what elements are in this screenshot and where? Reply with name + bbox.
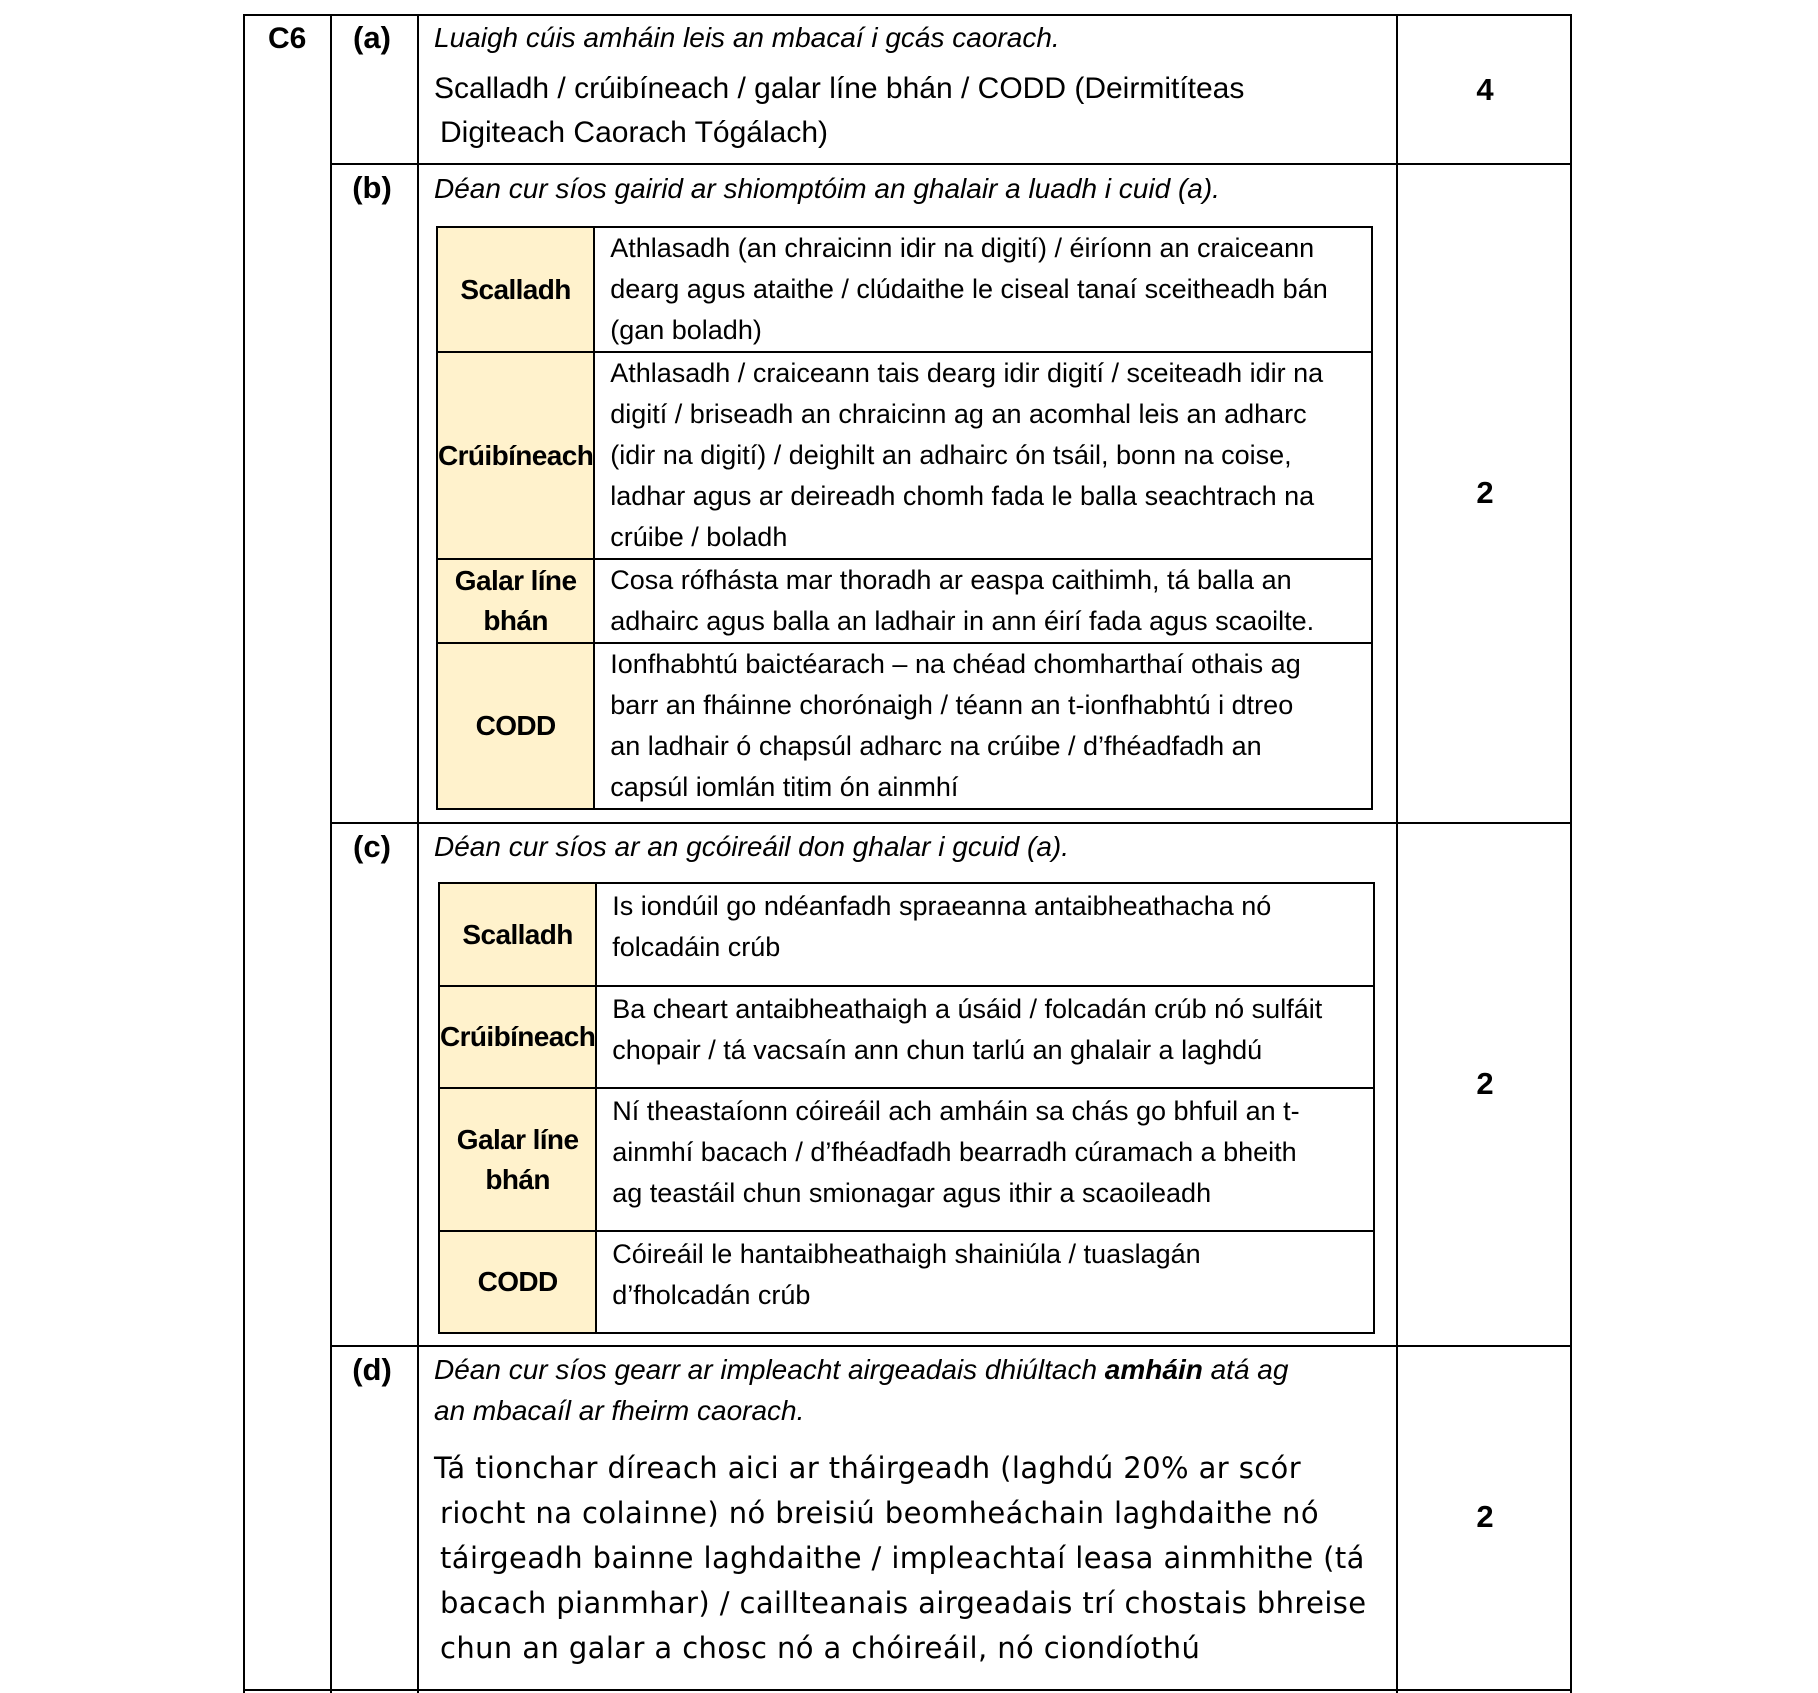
part-label-d: (d) — [352, 1352, 392, 1387]
cell-line: dearg agus ataithe / clúdaithe le ciseal tanaí sceitheadh bán — [610, 274, 1328, 304]
cell-line: an ladhair ó chapsúl adharc na crúibe / d’fhéadfadh an — [610, 731, 1262, 761]
cell-line: adhairc agus balla an ladhair in ann éirí fada agus scaoilte. — [610, 606, 1315, 636]
question-text-d — [434, 1349, 1288, 1431]
disease-label-line: bhán — [483, 605, 548, 636]
cell-line: ag teastáil chun smionagar agus ithir a scaoileadh — [612, 1178, 1212, 1208]
disease-label: Scalladh — [439, 883, 596, 986]
answer-a-line: Scalladh / crúibíneach / galar líne bhán / CODD (Deirmitíteas — [434, 72, 1245, 105]
treatment-table — [438, 882, 1375, 1334]
answer-d-line: chun an galar a chosc nó a chóireáil, nó ciondíothú — [440, 1631, 1201, 1665]
cell-line: Ionfhabhtú baictéarach – na chéad chomharthaí othais ag — [610, 649, 1301, 679]
question-d-text: atá ag — [1202, 1354, 1289, 1385]
table-border-top — [243, 14, 1572, 16]
disease-label-line: Galar líne — [456, 1123, 579, 1155]
cell-line: Cosa rófhásta mar thoradh ar easpa caithimh, tá balla an — [610, 565, 1292, 595]
answer-a-line: Digiteach Caorach Tógálach) — [440, 116, 828, 149]
disease-label: CODD — [439, 1231, 596, 1333]
question-text-a: Luaigh cúis amháin leis an mbacaí i gcás caorach. — [434, 22, 1060, 53]
marks-a: 4 — [1476, 72, 1494, 107]
symptom-cell — [594, 643, 1372, 809]
cell-line: ainmhí bacach / d’fhéadfadh bearradh cúramach a bheith — [612, 1137, 1297, 1167]
cell-line: Athlasadh / craiceann tais dearg idir digití / sceiteadh idir na — [610, 358, 1324, 388]
disease-label: Crúibíneach — [439, 986, 596, 1088]
question-text-b: Déan cur síos gairid ar shiomptóim an ghalair a luadh i cuid (a). — [434, 173, 1220, 204]
question-d-line — [434, 1349, 1288, 1390]
table-border-bottom — [243, 1689, 1572, 1691]
question-text-c: Déan cur síos ar an gcóireáil don ghalar i gcuid (a). — [434, 831, 1070, 862]
row-divider-b-c — [330, 822, 1572, 824]
cell-line: Ní theastaíonn cóireáil ach amháin sa chás go bhfuil an t- — [612, 1096, 1300, 1126]
table-divider-part-col — [417, 14, 419, 1693]
cell-line: (gan boladh) — [610, 315, 762, 345]
answer-d-line: Tá tionchar díreach aici ar tháirgeadh (laghdú 20% ar scór — [434, 1451, 1302, 1485]
part-label-a: (a) — [353, 20, 391, 55]
marks-b: 2 — [1476, 475, 1494, 510]
table-row — [437, 352, 1372, 559]
cell-line: Athlasadh (an chraicinn idir na digití) / éiríonn an craiceann — [610, 233, 1315, 263]
cell-line: barr an fháinne chorónaigh / téann an t-ionfhabhtú i dtreo — [610, 690, 1294, 720]
cell-line: folcadáin crúb — [612, 932, 781, 962]
answer-d-line: táirgeadh bainne laghdaithe / impleachtaí leasa ainmhithe (tá — [440, 1541, 1365, 1575]
question-d-emphasis: amháin — [1104, 1354, 1203, 1385]
treatment-cell — [596, 986, 1374, 1088]
cell-line: d’fholcadán crúb — [612, 1280, 811, 1310]
question-number: C6 — [268, 22, 307, 55]
cell-line: Is iondúil go ndéanfadh spraeanna antaibheathacha nó — [612, 891, 1272, 921]
answer-d — [434, 1446, 1367, 1671]
table-divider-marks-col — [1396, 14, 1398, 1693]
disease-label-line: bhán — [485, 1163, 550, 1195]
disease-label: Scalladh — [437, 227, 594, 352]
part-label-c: (c) — [353, 829, 391, 864]
cell-line: ladhar agus ar deireadh chomh fada le balla seachtrach na — [610, 481, 1315, 511]
treatment-cell — [596, 1231, 1374, 1333]
disease-label — [437, 559, 594, 643]
disease-label — [439, 1088, 596, 1231]
table-border-left — [243, 14, 245, 1693]
row-divider-a-b — [330, 163, 1572, 165]
table-row — [439, 883, 1374, 986]
answer-d-line: riocht na colainne) nó breisiú beomheáchain laghdaithe nó — [440, 1496, 1319, 1530]
treatment-cell — [596, 1088, 1374, 1231]
table-row — [439, 1088, 1374, 1231]
question-d-line: an mbacaíl ar fheirm caorach. — [434, 1395, 805, 1426]
marks-d: 2 — [1476, 1499, 1494, 1534]
table-border-right — [1570, 14, 1572, 1693]
part-label-b: (b) — [352, 170, 392, 205]
cell-line: capsúl iomlán titim ón ainmhí — [610, 772, 959, 802]
table-row — [437, 559, 1372, 643]
cell-line: Ba cheart antaibheathaigh a úsáid / folcadán crúb nó sulfáit — [612, 994, 1323, 1024]
cell-line: Cóireáil le hantaibheathaigh shainiúla / tuaslagán — [612, 1239, 1201, 1269]
symptoms-table — [436, 226, 1373, 810]
disease-label: Crúibíneach — [437, 352, 594, 559]
question-d-text: Déan cur síos gearr ar impleacht airgeadais dhiúltach — [434, 1354, 1105, 1385]
disease-label-line: Galar líne — [454, 565, 577, 596]
row-divider-c-d — [330, 1345, 1572, 1347]
table-row — [439, 986, 1374, 1088]
cell-line: chopair / tá vacsaín ann chun tarlú an ghalair a laghdú — [612, 1035, 1263, 1065]
marks-c: 2 — [1476, 1066, 1494, 1101]
cell-line: (idir na digití) / deighilt an adhairc ón tsáil, bonn na coise, — [610, 440, 1292, 470]
table-row — [439, 1231, 1374, 1333]
disease-label: CODD — [437, 643, 594, 809]
cell-line: crúibe / boladh — [610, 522, 788, 552]
symptom-cell — [594, 352, 1372, 559]
answer-a — [434, 67, 1244, 155]
symptom-cell — [594, 559, 1372, 643]
answer-d-line: bacach pianmhar) / caillteanais airgeadais trí chostais bhreise — [440, 1586, 1367, 1620]
table-row — [437, 227, 1372, 352]
cell-line: digití / briseadh an chraicinn ag an acomhal leis an adharc — [610, 399, 1307, 429]
treatment-cell — [596, 883, 1374, 986]
symptom-cell — [594, 227, 1372, 352]
table-row — [437, 643, 1372, 809]
